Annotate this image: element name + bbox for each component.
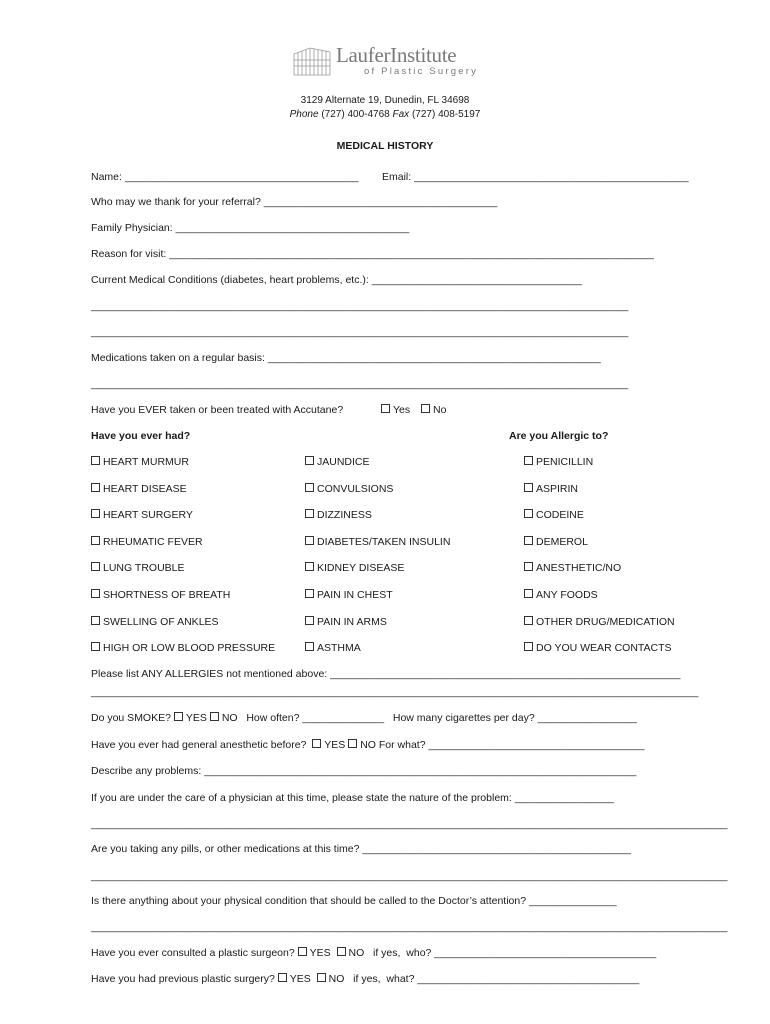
option-label: SHORTNESS OF BREATH bbox=[103, 589, 231, 601]
blank-line[interactable]: _____________________________________________________________________________________________________________ bbox=[91, 921, 728, 933]
reason-for-visit-field[interactable]: Reason for visit: ___________________________________________________________________________________ bbox=[91, 248, 654, 260]
blank-line[interactable]: ________________________________________________________________________________________________________ bbox=[91, 686, 699, 698]
pills-field[interactable]: Are you taking any pills, or other medications at this time? ______________________________________________ bbox=[91, 843, 632, 855]
checkbox-icon[interactable] bbox=[305, 616, 314, 625]
condition-option[interactable] bbox=[305, 509, 372, 522]
checkbox-icon[interactable] bbox=[305, 456, 314, 465]
checkbox-icon[interactable] bbox=[524, 456, 533, 465]
checkbox-icon[interactable] bbox=[312, 739, 321, 748]
checkbox-icon[interactable] bbox=[91, 562, 100, 571]
option-label: DIZZINESS bbox=[317, 509, 372, 522]
option-label: PENICILLIN bbox=[536, 456, 594, 468]
checkbox-icon[interactable] bbox=[278, 973, 287, 982]
checkbox-icon[interactable] bbox=[524, 642, 533, 651]
checkbox-icon[interactable] bbox=[91, 589, 100, 598]
allergy-option[interactable] bbox=[524, 509, 584, 522]
option-label: KIDNEY DISEASE bbox=[317, 562, 405, 575]
checkbox-icon[interactable] bbox=[381, 404, 390, 413]
option-label: LUNG TROUBLE bbox=[103, 562, 185, 575]
medications-field[interactable]: Medications taken on a regular basis: _________________________________________________________ bbox=[91, 352, 601, 364]
checkbox-icon[interactable] bbox=[91, 616, 100, 625]
condition-option[interactable] bbox=[91, 616, 219, 629]
allergy-option[interactable] bbox=[524, 589, 598, 602]
logo-name: LauferInstitute bbox=[336, 43, 457, 67]
option-label: DIABETES/TAKEN INSULIN bbox=[317, 535, 451, 548]
contact-line bbox=[0, 108, 770, 121]
option-label: SWELLING OF ANKLES bbox=[103, 615, 219, 628]
option-label: HIGH OR LOW BLOOD PRESSURE bbox=[103, 642, 276, 655]
blank-line[interactable]: ____________________________________________________________________________________________ bbox=[91, 300, 629, 312]
condition-option[interactable] bbox=[305, 616, 387, 629]
option-label: ASTHMA bbox=[317, 642, 361, 655]
checkbox-icon[interactable] bbox=[348, 739, 357, 748]
logo-subtitle: of Plastic Surgery bbox=[364, 66, 479, 77]
option-label: JAUNDICE bbox=[317, 456, 370, 468]
checkbox-icon[interactable] bbox=[174, 712, 183, 721]
checkbox-icon[interactable] bbox=[524, 483, 533, 492]
accutane-question: Have you EVER taken or been treated with Accutane? bbox=[91, 404, 344, 416]
checkbox-icon[interactable] bbox=[524, 589, 533, 598]
checkbox-icon[interactable] bbox=[524, 536, 533, 545]
checkbox-icon[interactable] bbox=[91, 642, 100, 651]
condition-option[interactable] bbox=[91, 642, 275, 655]
blank-line[interactable]: _____________________________________________________________________________________________________________ bbox=[91, 870, 728, 882]
checkbox-icon[interactable] bbox=[305, 642, 314, 651]
family-physician-field[interactable]: Family Physician: ________________________________________ bbox=[91, 222, 410, 234]
referral-field[interactable]: Who may we thank for your referral? ________________________________________ bbox=[91, 196, 498, 208]
blank-line[interactable]: _____________________________________________________________________________________________________________ bbox=[91, 818, 728, 830]
accutane-no[interactable]: No bbox=[421, 404, 446, 417]
option-label: DO YOU WEAR CONTACTS bbox=[536, 642, 672, 655]
allergies-list-field[interactable]: Please list ANY ALLERGIES not mentioned above: ____________________________________________________________ bbox=[91, 668, 681, 680]
checkbox-icon[interactable] bbox=[91, 536, 100, 545]
condition-option[interactable] bbox=[305, 589, 393, 602]
allergy-option[interactable] bbox=[524, 642, 672, 655]
checkbox-icon[interactable] bbox=[305, 562, 314, 571]
checkbox-icon[interactable] bbox=[524, 562, 533, 571]
checkbox-icon[interactable] bbox=[337, 947, 346, 956]
checkbox-icon[interactable] bbox=[91, 483, 100, 492]
option-label: ASPIRIN bbox=[536, 482, 579, 495]
checkbox-icon[interactable] bbox=[421, 404, 430, 413]
name-field[interactable]: Name: ________________________________________ bbox=[91, 171, 359, 183]
address: 3129 Alternate 19, Dunedin, FL 34698 bbox=[300, 95, 470, 106]
accutane-yes[interactable]: Yes bbox=[381, 404, 410, 417]
allergy-option[interactable] bbox=[524, 536, 588, 549]
fax: (727) 408-5197 bbox=[411, 109, 481, 120]
condition-option[interactable] bbox=[91, 509, 193, 522]
allergic-heading: Are you Allergic to? bbox=[509, 430, 609, 442]
allergy-option[interactable] bbox=[524, 456, 593, 469]
option-label: ANY FOODS bbox=[536, 589, 598, 601]
option-label: ANESTHETIC/NO bbox=[536, 562, 622, 575]
checkbox-icon[interactable] bbox=[298, 947, 307, 956]
condition-option[interactable] bbox=[305, 562, 404, 575]
physician-care-field[interactable]: If you are under the care of a physician at this time, please state the nature of the problem: _________________ bbox=[91, 792, 615, 804]
checkbox-icon[interactable] bbox=[210, 712, 219, 721]
previous-surgery-row: Have you had previous plastic surgery? YES NO if yes, what? ______________________________________ bbox=[91, 973, 640, 985]
allergy-option[interactable] bbox=[524, 562, 621, 575]
option-label: OTHER DRUG/MEDICATION bbox=[536, 615, 675, 628]
option-label: CONVULSIONS bbox=[317, 482, 394, 495]
option-label: CODEINE bbox=[536, 509, 584, 522]
checkbox-icon[interactable] bbox=[317, 973, 326, 982]
condition-option[interactable] bbox=[91, 456, 189, 469]
option-label: HEART SURGERY bbox=[103, 509, 193, 522]
anesthetic-row: Have you ever had general anesthetic before? YES NO For what? _____________________________________ bbox=[91, 739, 645, 751]
fax-label: Fax bbox=[392, 109, 410, 120]
option-label: HEART MURMUR bbox=[103, 456, 189, 468]
allergy-option[interactable] bbox=[524, 616, 675, 629]
condition-option[interactable] bbox=[305, 536, 450, 549]
condition-option[interactable] bbox=[305, 456, 370, 469]
smoke-row: Do you SMOKE? YES NO How often? ______________ How many cigarettes per day? _________________ bbox=[91, 712, 637, 724]
option-label: PAIN IN CHEST bbox=[317, 589, 393, 601]
checkbox-icon[interactable] bbox=[305, 589, 314, 598]
phone: (727) 400-4768 bbox=[321, 109, 390, 120]
condition-option[interactable] bbox=[305, 483, 393, 496]
page-title: MEDICAL HISTORY bbox=[336, 140, 434, 152]
condition-option[interactable] bbox=[91, 536, 203, 549]
condition-option[interactable] bbox=[91, 589, 230, 602]
option-label: DEMEROL bbox=[536, 535, 588, 548]
condition-option[interactable] bbox=[91, 562, 185, 575]
blank-line[interactable]: ____________________________________________________________________________________________ bbox=[91, 378, 629, 390]
consulted-row: Have you ever consulted a plastic surgeon? YES NO if yes, who? ______________________________________ bbox=[91, 947, 657, 959]
have-you-had-heading: Have you ever had? bbox=[91, 430, 191, 442]
checkbox-icon[interactable] bbox=[305, 509, 314, 518]
email-field[interactable]: Email: _______________________________________________ bbox=[382, 171, 689, 183]
checkbox-icon[interactable] bbox=[524, 616, 533, 625]
checkbox-icon[interactable] bbox=[305, 483, 314, 492]
checkbox-icon[interactable] bbox=[524, 509, 533, 518]
current-conditions-field[interactable]: Current Medical Conditions (diabetes, heart problems, etc.): ____________________________________ bbox=[91, 274, 582, 286]
laufer-logo bbox=[292, 42, 492, 82]
checkbox-icon[interactable] bbox=[305, 536, 314, 545]
doctor-attention-field[interactable]: Is there anything about your physical condition that should be called to the Doctor’s attention? _______________ bbox=[91, 895, 617, 907]
option-label: PAIN IN ARMS bbox=[317, 615, 387, 628]
problems-field[interactable]: Describe any problems: __________________________________________________________________________ bbox=[91, 765, 637, 777]
option-label: HEART DISEASE bbox=[103, 482, 187, 495]
allergy-option[interactable] bbox=[524, 483, 578, 496]
condition-option[interactable] bbox=[91, 483, 187, 496]
option-label: RHEUMATIC FEVER bbox=[103, 535, 203, 548]
checkbox-icon[interactable] bbox=[91, 456, 100, 465]
condition-option[interactable] bbox=[305, 642, 361, 655]
building-icon bbox=[292, 44, 332, 76]
checkbox-icon[interactable] bbox=[91, 509, 100, 518]
blank-line[interactable]: ____________________________________________________________________________________________ bbox=[91, 326, 629, 338]
phone-label: Phone bbox=[289, 109, 319, 120]
